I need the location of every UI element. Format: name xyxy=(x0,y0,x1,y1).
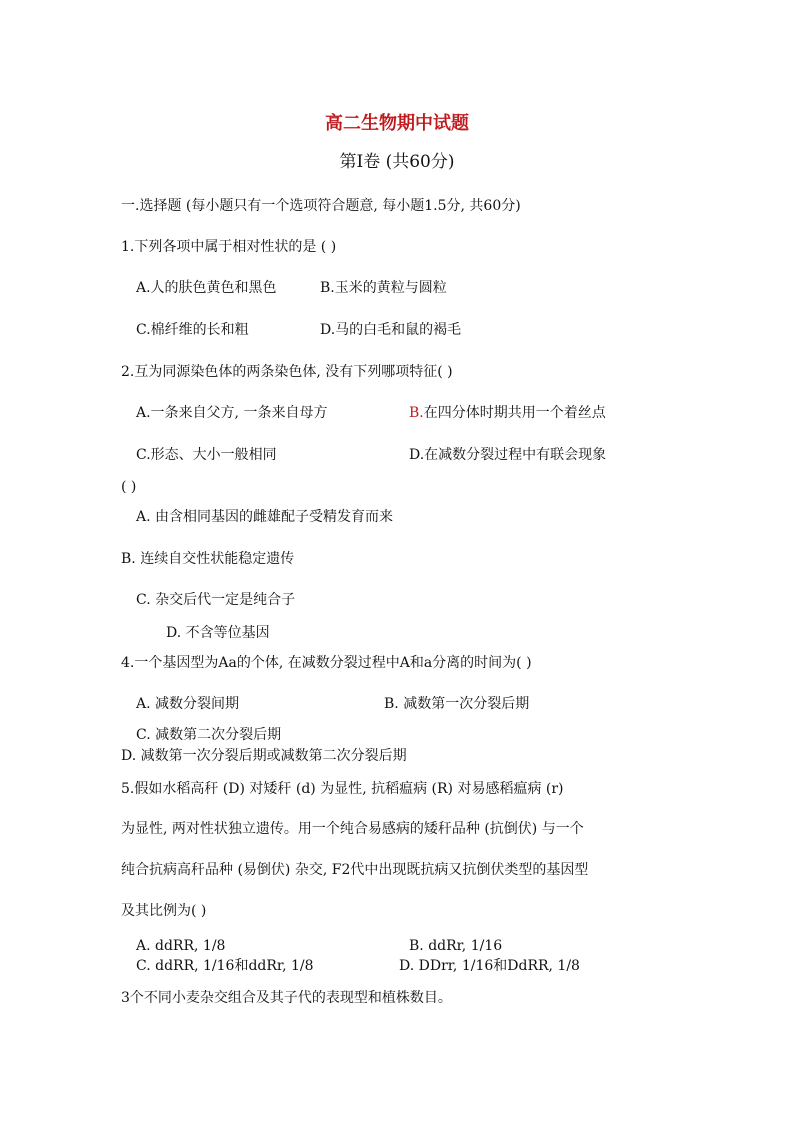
q2-option-b-letter: B. xyxy=(409,405,424,421)
q4-option-b: B. 减数第一次分裂后期 xyxy=(384,696,530,712)
q5-option-d: D. DDrr, 1/16和DdRR, 1/8 xyxy=(399,958,580,974)
q3-option-d: D. 不含等位基因 xyxy=(166,625,270,641)
q5-stem-line-3: 纯合抗病高秆品种 (易倒伏) 杂交, F2代中出现既抗病又抗倒伏类型的基因型 xyxy=(121,862,589,878)
q3-option-a: A. 由含相同基因的雌雄配子受精发育而来 xyxy=(136,509,394,525)
q6-intro: 3个不同小麦杂交组合及其子代的表现型和植株数目。 xyxy=(121,990,452,1006)
q1-option-d: D.马的白毛和鼠的褐毛 xyxy=(320,322,462,338)
q1-stem: 1.下列各项中属于相对性状的是 ( ) xyxy=(121,239,337,255)
q4-option-c: C. 减数第二次分裂后期 xyxy=(136,727,282,743)
q2-option-b xyxy=(409,404,606,422)
q5-stem-line-4: 及其比例为( ) xyxy=(121,903,207,919)
q4-option-d: D. 减数第一次分裂后期或减数第二次分裂后期 xyxy=(121,748,407,764)
q2-option-d: D.在减数分裂过程中有联会现象 xyxy=(409,447,607,463)
q1-option-a: A.人的肤色黄色和黑色 xyxy=(136,280,277,296)
q4-stem: 4.一个基因型为Aa的个体, 在减数分裂过程中A和a分离的时间为( ) xyxy=(121,655,532,671)
q3-option-b: B. 连续自交性状能稳定遗传 xyxy=(121,551,295,567)
page-title: 高二生物期中试题 xyxy=(325,113,469,134)
q5-option-a: A. ddRR, 1/8 xyxy=(136,938,226,954)
q2-option-a: A.一条来自父方, 一条来自母方 xyxy=(136,405,328,421)
q3-stem: ( ) xyxy=(121,479,137,495)
section-title: 第Ⅰ卷 (共60分) xyxy=(339,152,455,172)
q1-option-c: C.棉纤维的长和粗 xyxy=(136,322,249,338)
q4-option-a: A. 减数分裂间期 xyxy=(136,696,240,712)
q5-stem-line-1: 5.假如水稻高秆 (D) 对矮秆 (d) 为显性, 抗稻瘟病 (R) 对易感稻瘟病 (r) xyxy=(121,781,564,797)
q2-option-b-text: 在四分体时期共用一个着丝点 xyxy=(423,405,606,421)
q5-stem-line-2: 为显性, 两对性状独立遗传。用一个纯合易感病的矮秆品种 (抗倒伏) 与一个 xyxy=(121,821,584,837)
q1-option-b: B.玉米的黄粒与圆粒 xyxy=(320,280,447,296)
q5-option-b: B. ddRr, 1/16 xyxy=(409,938,503,954)
q5-option-c: C. ddRR, 1/16和ddRr, 1/8 xyxy=(136,958,314,974)
q3-option-c: C. 杂交后代一定是纯合子 xyxy=(136,592,296,608)
q2-option-c: C.形态、大小一般相同 xyxy=(136,447,277,463)
part-heading: 一.选择题 (每小题只有一个选项符合题意, 每小题1.5分, 共60分) xyxy=(121,198,521,214)
q2-stem: 2.互为同源染色体的两条染色体, 没有下列哪项特征( ) xyxy=(121,364,453,380)
